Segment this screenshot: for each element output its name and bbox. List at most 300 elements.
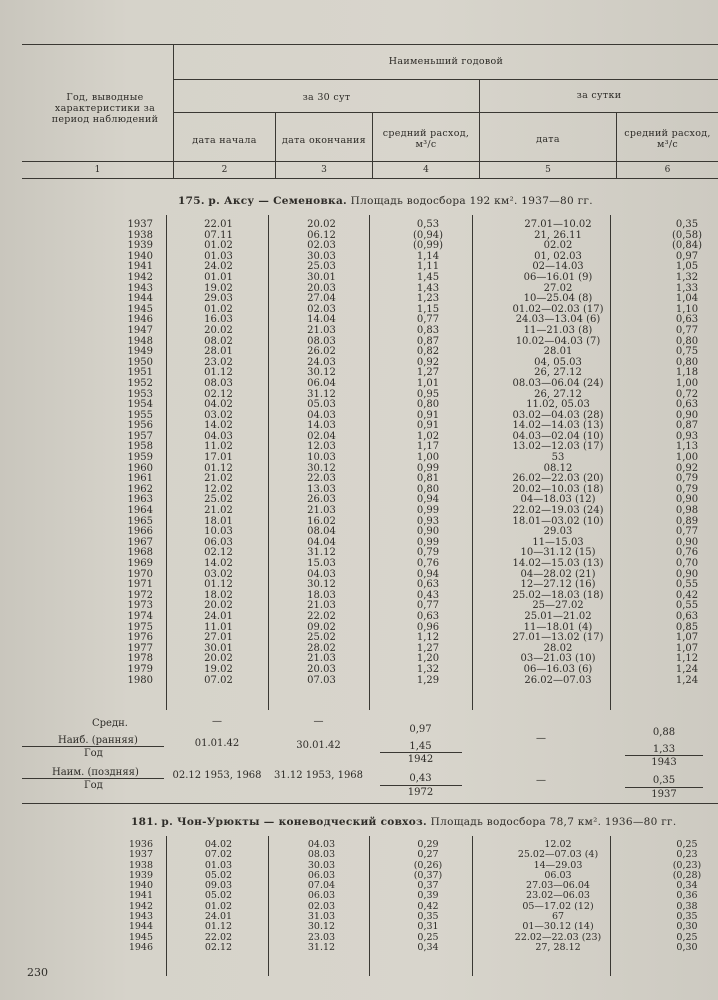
row-year: 1955	[127, 409, 153, 421]
table-cell: 24.02	[204, 261, 233, 273]
max-year-label: Год	[84, 748, 103, 759]
table-cell: 0,98	[675, 505, 699, 517]
row-year: 1940	[127, 250, 153, 262]
table-cell: 0,80	[416, 483, 440, 495]
table-cell: 22.02	[307, 610, 336, 622]
row-year: 1948	[127, 335, 153, 347]
table-cell: 06—16.01 (9)	[523, 271, 593, 283]
table-cell: 01—30.12 (14)	[522, 921, 594, 933]
table-cell: 0,63	[416, 579, 440, 591]
table-cell: 0,91	[416, 409, 440, 421]
table-cell: 01.12	[204, 462, 233, 474]
table-cell: 04.02	[204, 839, 233, 850]
table-cell: 0,55	[675, 579, 699, 591]
table-cell: 0,95	[416, 388, 440, 400]
section-2-table	[57, 840, 718, 953]
colnum-6: 6	[664, 165, 671, 175]
row-year: 1975	[127, 621, 153, 633]
table-cell: 1,00	[675, 452, 699, 464]
colnum-4: 4	[423, 165, 429, 175]
colnum-3: 3	[321, 165, 327, 175]
table-cell: 25.02—07.03 (4)	[517, 849, 599, 861]
table-cell: 04.02	[204, 399, 233, 411]
table-cell: 21.03	[307, 505, 336, 517]
table-cell: 06.03	[307, 869, 336, 881]
row-year: 1945	[127, 303, 153, 315]
table-cell: 02.12	[204, 388, 233, 400]
table-cell: 13.02—12.03 (17)	[512, 441, 604, 453]
table-cell: 01.02	[204, 900, 233, 912]
table-cell: 30.12	[307, 462, 336, 474]
min-c2: 02.12 1953, 1968	[172, 770, 262, 781]
table-cell: 0,35	[417, 911, 439, 923]
table-cell: 04.03	[307, 409, 336, 421]
table-cell: 0,23	[676, 849, 698, 861]
table-cell: 07.02	[204, 674, 233, 686]
table-cell: 04.03—02.04 (10)	[512, 430, 604, 442]
table-cell: 22.02—19.03 (24)	[512, 505, 604, 517]
table-cell: 15.03	[307, 558, 336, 569]
max-c3: 30.01.42	[296, 740, 341, 751]
table-cell: 1,15	[416, 303, 440, 315]
table-cell: 0,90	[675, 536, 699, 548]
table-cell: 22.01	[204, 219, 233, 230]
row-year: 1938	[127, 229, 153, 241]
row-year: 1939	[127, 240, 153, 252]
table-cell: 18.01—03.02 (10)	[512, 515, 604, 527]
row-year: 1971	[127, 579, 153, 591]
table-cell: 02.12	[204, 941, 233, 953]
table-cell: 1,07	[675, 642, 699, 654]
table-cell: 05.03	[307, 399, 336, 411]
table-cell: 1,17	[416, 441, 440, 453]
table-cell: 25—27.02	[532, 600, 584, 612]
table-cell: 02.12	[204, 547, 233, 559]
table-cell: 0,99	[416, 536, 440, 548]
table-cell: 03.02	[204, 409, 233, 421]
header-rule-4	[22, 178, 718, 179]
row-year: 1969	[127, 558, 153, 569]
table-cell: 53	[551, 452, 565, 464]
table-cell: 0,72	[675, 388, 699, 400]
table-cell: 10.03	[204, 526, 233, 538]
row-year: 1954	[127, 399, 153, 411]
page-number: 230	[27, 966, 48, 979]
table-cell: 23.02—06.03	[526, 890, 590, 902]
table-cell: 0,87	[416, 335, 440, 347]
row-year: 1979	[127, 663, 153, 675]
table-cell: 20.02	[204, 324, 233, 336]
table-cell: 0,25	[417, 931, 439, 943]
table-cell: 30.01	[307, 271, 336, 283]
table-cell: 0,29	[417, 839, 439, 850]
table-cell: 0,35	[675, 219, 699, 230]
table-cell: 1,10	[675, 303, 699, 315]
table-cell: 08.03	[307, 849, 336, 861]
mean-c4: 0,97	[409, 724, 432, 735]
table-cell: 0,93	[675, 430, 699, 442]
table-cell: (0,94)	[412, 229, 444, 241]
max-c6-rule	[625, 755, 703, 756]
table-cell: 0,80	[675, 356, 699, 368]
table-cell: 1,23	[416, 293, 440, 305]
table-cell: 18.03	[307, 589, 336, 601]
table-cell: 0,43	[416, 589, 440, 601]
table-cell: 0,90	[675, 409, 699, 421]
table-cell: 09.02	[307, 621, 336, 633]
table-cell: 30.12	[307, 921, 336, 933]
table-cell: 03.02—04.03 (28)	[512, 409, 604, 421]
table-cell: 08.12	[543, 462, 573, 474]
row-year: 1964	[127, 505, 153, 517]
table-cell: 0,90	[675, 568, 699, 580]
table-cell: 0,89	[675, 515, 699, 527]
max-c6-year: 1943	[651, 757, 677, 768]
table-cell: 01.03	[204, 250, 233, 262]
table-cell: 1,07	[675, 632, 699, 644]
table-cell: 29.03	[543, 526, 573, 538]
table-cell: 22.03	[307, 473, 336, 485]
max-c5: —	[536, 733, 546, 744]
table-cell: (0,99)	[412, 240, 444, 252]
table-cell: 19.02	[204, 282, 233, 294]
max-c4: 1,45	[409, 741, 432, 752]
table-cell: 0,97	[675, 250, 699, 262]
header-rule-1	[174, 79, 718, 80]
table-cell: 04.03	[307, 568, 336, 580]
table-cell: 0,77	[416, 600, 440, 612]
table-cell: 27, 28.12	[535, 941, 581, 953]
table-cell: 31.12	[307, 941, 336, 953]
table-cell: 08.02	[204, 335, 233, 347]
table-cell: 04.03	[307, 839, 336, 850]
table-cell: 30.03	[307, 859, 336, 871]
row-year: 1973	[127, 600, 153, 612]
colnum-5: 5	[545, 165, 551, 175]
table-cell: 0,76	[416, 558, 440, 569]
table-cell: 1,12	[416, 632, 440, 644]
mean-c6: 0,88	[652, 727, 676, 738]
max-c2: 01.01.42	[194, 738, 240, 749]
table-cell: 23.02	[204, 356, 233, 368]
table-cell: (0,28)	[672, 869, 702, 881]
header-rule-3	[22, 161, 718, 162]
table-cell: 67	[551, 911, 565, 923]
row-year: 1943	[127, 282, 153, 294]
table-cell: 0,55	[675, 600, 699, 612]
table-cell: (0,58)	[671, 229, 703, 241]
table-cell: 07.03	[307, 674, 336, 686]
table-cell: 0,99	[416, 505, 440, 517]
header-top: Наименьший годовой	[388, 56, 504, 67]
table-cell: 10—31.12 (15)	[520, 547, 596, 559]
table-cell: 26.02	[307, 346, 336, 358]
row-year: 1942	[127, 271, 153, 283]
table-cell: 05.02	[204, 890, 233, 902]
table-cell: 20.02—10.03 (18)	[512, 483, 604, 495]
header-group-30: за 30 сут	[302, 92, 351, 103]
table-cell: 0,79	[675, 483, 699, 495]
table-cell: 0,38	[676, 900, 698, 912]
table-cell: 14.02	[204, 420, 233, 432]
table-cell: 18.02	[204, 589, 233, 601]
table-cell: 1,13	[675, 441, 699, 453]
table-cell: 26, 27.12	[534, 388, 582, 400]
table-cell: 25.03	[307, 261, 336, 273]
table-cell: 12.02	[204, 483, 233, 495]
min-c4: 0,43	[409, 773, 432, 784]
section-1-area: Площадь водосбора 192 км². 1937—80 гг.	[350, 195, 593, 207]
table-cell: (0,37)	[413, 869, 443, 881]
header-c6: средний расход, м³/с	[624, 128, 711, 150]
table-cell: 1,20	[416, 653, 440, 665]
table-cell: 0,80	[675, 335, 699, 347]
min-c6: 0,35	[652, 775, 676, 786]
table-cell: 0,90	[675, 494, 699, 506]
table-cell: 20.02	[204, 600, 233, 612]
table-cell: 02.02	[543, 240, 573, 252]
table-cell: 1,32	[675, 271, 699, 283]
row-year: 1947	[127, 324, 153, 336]
table-cell: 11—18.01 (4)	[523, 621, 593, 633]
row-year: 1946	[127, 314, 153, 326]
table-cell: 1,18	[675, 367, 699, 379]
table-cell: 0,99	[416, 462, 440, 474]
row-year: 1966	[127, 526, 153, 538]
table-cell: 1,24	[675, 674, 699, 686]
section-1-number: 175.	[178, 195, 205, 207]
row-year: 1951	[127, 367, 153, 379]
table-cell: 0,34	[417, 941, 439, 953]
table-cell: 02.03	[307, 240, 336, 252]
table-cell: 02.04	[307, 430, 336, 442]
max-underline	[22, 746, 164, 747]
table-cell: 30.01	[204, 642, 233, 654]
row-year: 1976	[127, 632, 153, 644]
table-cell: 06—16.03 (6)	[523, 663, 593, 675]
table-cell: 05—17.02 (12)	[522, 900, 594, 912]
table-cell: 14.02—15.03 (13)	[512, 558, 604, 569]
row-year: 1950	[127, 356, 153, 368]
table-cell: 16.02	[307, 515, 336, 527]
table-cell: 07.02	[204, 849, 233, 861]
table-cell: 1,00	[416, 452, 440, 464]
table-cell: 28.01	[204, 346, 233, 358]
table-cell: 0,63	[416, 610, 440, 622]
table-cell: 01.03	[204, 859, 233, 871]
header-c4: средний расход, м³/с	[382, 128, 470, 150]
row-year: 1952	[127, 377, 153, 389]
table-cell: 01.12	[204, 579, 233, 591]
table-cell: 1,04	[675, 293, 699, 305]
table-cell: 0,82	[416, 346, 440, 358]
table-cell: 26.03	[307, 494, 336, 506]
table-cell: 0,91	[416, 420, 440, 432]
table-cell: 0,87	[675, 420, 699, 432]
table-cell: 03—21.03 (10)	[520, 653, 596, 665]
max-c4-year: 1942	[407, 754, 434, 765]
table-cell: 24.01	[204, 911, 233, 923]
table-cell: 23.03	[307, 931, 336, 943]
table-cell: 1,12	[675, 653, 699, 665]
table-cell: 27.03—06.04	[526, 880, 590, 892]
table-cell: 02—14.03	[532, 261, 584, 273]
min-year-label: Год	[84, 780, 103, 791]
table-cell: 21.03	[307, 653, 336, 665]
table-cell: (0,23)	[672, 859, 702, 871]
row-year: 1942	[128, 900, 153, 912]
row-year: 1940	[128, 880, 153, 892]
table-cell: 12—27.12 (16)	[520, 579, 596, 591]
table-cell: 19.02	[204, 663, 233, 675]
mean-c2: —	[212, 716, 222, 727]
table-cell: 01.02—02.03 (17)	[512, 303, 604, 315]
table-cell: 1,00	[675, 377, 699, 389]
table-cell: 0,36	[676, 890, 698, 902]
row-year: 1937	[127, 219, 153, 230]
mean-c3: —	[313, 716, 324, 727]
table-cell: 10.03	[307, 452, 336, 464]
table-cell: 0,25	[676, 931, 698, 943]
table-cell: 27.04	[307, 293, 336, 305]
table-cell: 16.03	[204, 314, 233, 326]
colnum-2: 2	[221, 165, 228, 175]
table-cell: 0,31	[417, 921, 439, 933]
row-year: 1944	[127, 293, 153, 305]
table-cell: 06.04	[307, 377, 336, 389]
table-cell: 30.12	[307, 579, 336, 591]
table-cell: 0,79	[416, 547, 440, 559]
header-col1: Год, выводные характеристики за период наблюдений	[51, 92, 159, 125]
table-cell: 04.04	[307, 536, 336, 548]
table-cell: 09.03	[204, 880, 233, 892]
table-cell: 0,80	[416, 399, 440, 411]
table-cell: 1,01	[416, 377, 440, 389]
table-cell: 22.02—22.03 (23)	[514, 931, 602, 943]
table-cell: 07.11	[204, 229, 233, 241]
min-c5: —	[536, 775, 546, 786]
table-cell: 0,35	[676, 911, 698, 923]
table-cell: 14.04	[307, 314, 336, 326]
row-year: 1977	[127, 642, 153, 654]
table-cell: 26.02—07.03	[524, 674, 592, 686]
table-cell: 14—29.03	[533, 859, 583, 871]
row-year: 1937	[128, 849, 153, 861]
table-cell: 0,70	[675, 558, 699, 569]
table-cell: 01.12	[204, 921, 233, 933]
table-cell: 26, 27.12	[534, 367, 582, 379]
table-cell: 1,32	[416, 663, 440, 675]
table-cell: 11.02	[204, 441, 233, 453]
table-cell: 1,27	[416, 642, 440, 654]
table-cell: 1,05	[675, 261, 699, 273]
table-cell: 30.12	[307, 367, 336, 379]
min-label: Наим. (поздняя)	[52, 767, 139, 778]
table-cell: 11—15.03	[532, 536, 584, 548]
table-cell: 11.01	[204, 621, 233, 633]
min-c6-rule	[625, 787, 703, 788]
table-cell: 25.01—21.02	[524, 610, 592, 622]
table-cell: 08.03	[204, 377, 233, 389]
table-cell: 10.02—04.03 (7)	[515, 335, 601, 347]
table-cell: 1,33	[675, 282, 699, 294]
table-cell: 04, 05.03	[534, 356, 582, 368]
table-cell: 21, 26.11	[534, 229, 582, 241]
max-label: Наиб. (ранняя)	[58, 735, 138, 746]
table-cell: 25.02	[307, 632, 336, 644]
section-2-number: 181.	[131, 816, 158, 828]
table-cell: 01.02	[204, 240, 233, 252]
table-cell: 18.01	[204, 515, 233, 527]
table-cell: 06.03	[204, 536, 233, 548]
table-cell: 0,53	[416, 219, 440, 230]
section-1-title	[178, 195, 593, 207]
table-cell: (0,84)	[671, 240, 703, 252]
row-year: 1941	[127, 261, 153, 273]
table-cell: 31.12	[307, 547, 336, 559]
table-cell: 0,39	[417, 890, 439, 902]
table-cell: 1,45	[416, 271, 440, 283]
table-cell: 0,92	[416, 356, 440, 368]
table-cell: 22.02	[204, 931, 233, 943]
table-cell: 0,93	[416, 515, 440, 527]
section-2-river: р. Чон-Урюкты — коневодческий совхоз.	[161, 816, 427, 828]
table-cell: 20.02	[204, 653, 233, 665]
table-cell: 28.02	[543, 642, 573, 654]
table-cell: 20.03	[307, 282, 336, 294]
table-cell: 17.01	[204, 452, 233, 464]
table-cell: 02.03	[307, 900, 336, 912]
colnum-1: 1	[94, 165, 101, 175]
table-cell: 0,42	[417, 900, 439, 912]
header-c3: дата окончания	[282, 135, 366, 146]
table-cell: 0,63	[675, 399, 699, 411]
table-cell: 11.02, 05.03	[526, 399, 590, 411]
table-cell: 0,30	[676, 921, 698, 933]
min-c6-year: 1937	[651, 789, 677, 800]
table-cell: 0,79	[675, 473, 699, 485]
row-year: 1967	[127, 536, 153, 548]
table-cell: 08.04	[307, 526, 336, 538]
table-cell: 04—18.03 (12)	[520, 494, 596, 506]
table-cell: 0,63	[675, 610, 699, 622]
table-cell: 01.12	[204, 367, 233, 379]
table-cell: 0,81	[416, 473, 440, 485]
table-cell: 0,77	[675, 324, 699, 336]
row-year: 1974	[127, 610, 153, 622]
header-group-day: за сутки	[576, 90, 622, 101]
table-cell: 08.03	[307, 335, 336, 347]
row-year: 1943	[128, 911, 153, 923]
table-cell: 0,92	[675, 462, 699, 474]
table-cell: 27.02	[543, 282, 573, 294]
row-year: 1944	[128, 921, 153, 933]
row-year: 1936	[128, 839, 153, 850]
table-cell: 01.01	[204, 271, 233, 283]
table-cell: 0,90	[416, 526, 440, 538]
header-rule-2	[174, 112, 718, 113]
table-cell: 1,14	[416, 250, 440, 262]
table-cell: 24.03	[307, 356, 336, 368]
row-year: 1978	[127, 653, 153, 665]
row-year: 1968	[127, 547, 153, 559]
table-cell: 08.03—06.04 (24)	[512, 377, 604, 389]
table-cell: 30.03	[307, 250, 336, 262]
section-2-area: Площадь водосбора 78,7 км². 1936—80 гг.	[430, 816, 677, 828]
table-cell: 0,42	[675, 589, 699, 601]
row-year: 1972	[127, 589, 153, 601]
min-underline	[22, 778, 164, 779]
